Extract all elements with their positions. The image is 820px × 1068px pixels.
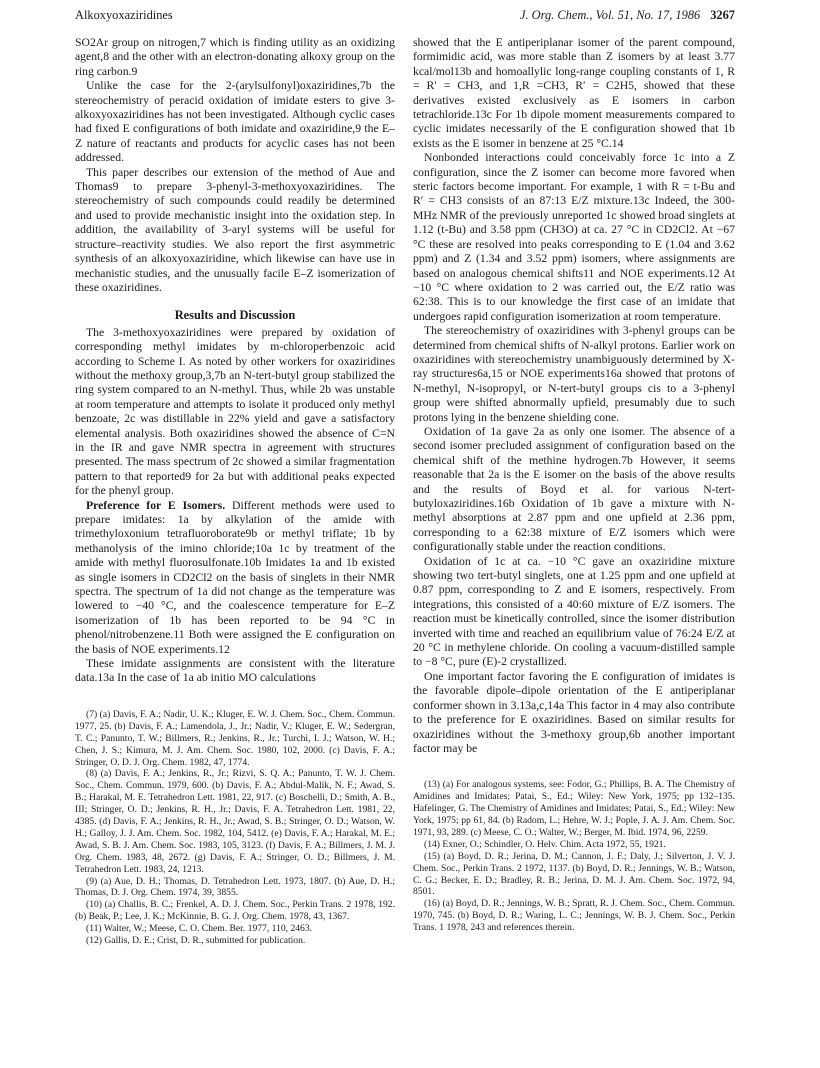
footnote: (15) (a) Boyd, D. R.; Jerina, D. M.; Cannon, J. F.; Daly, J.; Silverton, J. V. J. Chem. Soc., Perkin Trans. 2 1972, 1137. (b) Boyd, D. R.; Jennings, W. B.; Watson, C. G.; Becker, E. D.; Bradley, R. B.; Jerina, D. M. J. Am. Chem. Soc. 1972, 94, 8501. [413,850,735,898]
body-paragraph: showed that the E antiperiplanar isomer of the parent compound, formimidic acid, was more stable than Z isomers by at least 3.77 kcal/mol13b and homoallylic long-range coupling constants of 1, R = R′ = CH3, and 1,R =CH3, R′ = C2H5, showed that these derivatives existed exclusively as E isomers in carbon tetrachloride.13c For 1b dipole moment measurements compared to cyclic imidates necessarily of the E configuration showed that 1b exists as the E isomer in benzene at 25 °C.14 [413,36,735,150]
body-paragraph: One important factor favoring the E configuration of imidates is the favorable dipole–dipole orientation of the E antiperiplanar conformer shown in 3.13a,c,14a This factor in 4 may also contribute to the preference for E oxaziridines. Based on similar results for oxaziridines without the 3-methoxy group,6b another important factor may be [413,669,735,755]
page-number: 3267 [710,8,735,22]
journal-citation-line [520,7,735,23]
right-footnotes [413,779,735,934]
body-paragraph: The 3-methoxyoxaziridines were prepared by oxidation of corresponding methyl imidates by m-chloroperbenzoic acid according to Scheme I. As noted by other workers for oxaziridines without the methoxy group,3,7b an N-tert-butyl group stabilized the ring system compared to an N-methyl. Thus, while 2b was unstable at room temperature and attempts to isolate it produced only methyl benzoate, 2c was distillable in 22% yield and gave a satisfactory elemental analysis. Both oxaziridines showed the absence of C=N in the IR and gave NMR spectra in agreement with structures presented. The mass spectrum of 2c showed a similar fragmentation pattern to that reported9 for 2a but with additional peaks expected for the phenyl group. [75,325,395,498]
run-in-heading: Preference for E Isomers. [86,498,226,512]
footnote: (9) (a) Aue, D. H.; Thomas, D. Tetrahedron Lett. 1973, 1807. (b) Aue, D. H.; Thomas, D. J. Org. Chem. 1974, 39, 3855. [75,875,395,899]
body-paragraph: Oxidation of 1c at ca. −10 °C gave an oxaziridine mixture showing two tert-butyl singlets, one at 1.25 ppm and one upfield at 0.87 ppm, corresponding to Z and E isomers, respectively. From integrations, this consisted of a 40:60 mixture of E/Z isomers. The reaction must be kinetically controlled, since the isomer distribution inverted with time and reached an equilibrium value of 76:24 E/Z at 20 °C in methylene chloride. On cooling a vacuum-distilled sample to −8 °C, pure (E)-2 crystallized. [413,554,735,669]
footnote: (11) Walter, W.; Meese, C. O. Chem. Ber. 1977, 110, 2463. [86,923,313,935]
body-paragraph: SO2Ar group on nitrogen,7 which is finding utility as an oxidizing agent,8 and the other with an electron-donating alkoxy group on the ring carbon.9 [75,36,395,78]
footnote: (10) (a) Challis, B. C.; Frenkel, A. D. J. Chem. Soc., Perkin Trans. 2 1978, 192. (b) Beak, P.; Lee, J. K.; McKinnie, B. G. J. Org. Chem. 1978, 43, 1367. [75,899,395,923]
running-head [75,7,735,23]
footnote: (8) (a) Davis, F. A.; Jenkins, R., Jr.; Rizvi, S. Q. A.; Panunto, T. W. J. Chem. Soc., Chem. Commun. 1979, 600. (b) Davis, F. A.; Abdul-Malik, N. F.; Awad, S. B.; Harakal, M. E. Tetrahedron Lett. 1981, 22, 917. (c) Boschelli, D.; Smith, A. B., III; Stringer, O. D.; Jenkins, R. H., Jr.; Davis, F. A. Tetrahedron Lett. 1981, 22, 4385. (d) Davis, F. A.; Jenkins, R. H., Jr.; Awad, S. B.; Stringer, O. D.; Watson, W. H.; Galloy, J. J. Am. Chem. Soc. 1982, 104, 5412. (e) Davis, F. A.; Harakal, M. E.; Awad, S. B. J. Am. Chem. Soc. 1983, 105, 3123. (f) Davis, F. A.; Billmers, J. M. J. Org. Chem. 1983, 48, 2672. (g) Davis, F. A.; Stringer, O. D.; Billmers, J. M. Tetrahedron Lett. 1983, 24, 1213. [75,768,395,875]
body-paragraph: These imidate assignments are consistent with the literature data.13a In the case of 1a ab initio MO calculations [75,657,395,685]
left-column-body [75,36,395,686]
journal-name: J. Org. Chem., Vol. 51, No. 17, 1986 [519,8,701,22]
left-footnotes [75,709,395,947]
footnote: (7) (a) Davis, F. A.; Nadir, U. K.; Kluger, E. W. J. Chem. Soc., Chem. Commun. 1977, 25. (b) Davis, F. A.; Lamendola, J., Jr.; Nadir, V.; Kluger, E. W.; Sedergran, T. C.; Panunto, T. W.; Billmers, R.; Jenkins, R., Jr.; Turchi, I. J.; Watson, W. H.; Chen, J. S.; Kimura, M. J. Am. Chem. Soc. 1980, 102, 2000. (c) Davis, F. A.; Stringer, O. D. J. Org. Chem. 1982, 47, 1774. [75,708,395,768]
footnote: (13) (a) For analogous systems, see: Fodor, G.; Phillips, B. A. The Chemistry of Amidines and Imidates; Patai, S., Ed.; Wiley: New York, 1975; pp 132–135. Hafelinger, G. The Chemistry of Amidines and Imidates; Patai, S., Ed.; Wiley: New York, 1975; pp 61, 84. (b) Radom, L.; Hehre, W. J.; Pople, J. A. J. Am. Chem. Soc. 1971, 93, 289. (c) Meese, C. O.; Walter, W.; Berger, M. Ibid. 1974, 96, 2259. [413,779,735,838]
body-paragraph: The stereochemistry of oxaziridines with 3-phenyl groups can be determined from chemical shifts of N-alkyl protons. Earlier work on oxaziridines with stereochemistry unambiguously determined by X-ray structures6a,15 or NOE experiments16a showed that protons of N-methyl, N-isopropyl, or N-tert-butyl groups cis to a 3-phenyl group were shifted abnormally upfield, presumably due to such protons lying in the benzene shielding cone. [413,324,735,424]
right-column-body [413,36,735,756]
run-in-paragraph-text: Different methods were used to prepare imidates: 1a by alkylation of the amide with trimethyloxonium tetrafluoroborate9b or methyl triflate; 1b by methanolysis of the imino chloride;10a 1c by treatment of the amide with methyl fluorosulfonate.10b Imidates 1a and 1b existed as single isomers in CD2Cl2 on the basis of singlets in their NMR spectra. The spectrum of 1a did not change as the temperature was lowered to −40 °C, and the coalescence temperature for E–Z isomerization of 1b has been reported to be 94 °C in phenol/nitrobenzene.11 Both were assigned the E configuration on the basis of NOE experiments.12 [75,498,396,656]
body-paragraph: Nonbonded interactions could conceivably force 1c into a Z configuration, since the Z isomer can become more favored when steric factors become important. For example, 1 with R = t-Bu and R′ = CH3 consists of an 87:13 E/Z mixture.13c Indeed, the 300-MHz NMR of the previously unreported 1c showed broad singlets at 1.12 (t-Bu) and 3.58 ppm (CH3O) at ca. 27 °C in CD2Cl2. At −67 °C these are resolved into peaks corresponding to E (1.04 and 3.62 ppm) and Z (1.34 and 3.52 ppm) isomers, where assignments are based on analogous chemical shifts11 and NOE experiments.12 At −10 °C where oxidation to 2 was carried out, the E/Z ratio was 62:38. This is to our knowledge the first case of an imidate that undergoes rapid configuration isomerization at room temperature. [413,151,735,323]
running-title: Alkoxyoxaziridines [75,8,173,22]
body-paragraph: This paper describes our extension of the method of Aue and Thomas9 to prepare 3-phenyl-3-methoxyoxaziridines. The stereochemistry of such compounds could readily be determined and used to provide mechanistic insight into the oxidation step. In addition, the availability of 3-aryl systems will be useful for structure–reactivity studies. We also report the first asymmetric synthesis of an alkoxyoxaziridine, which likewise can have use in mechanistic studies, and the unusually facile E–Z isomerization of these oxaziridines. [75,165,395,294]
body-paragraph: Oxidation of 1a gave 2a as only one isomer. The absence of a second isomer precluded assignment of configuration based on the chemical shift of the methine hydrogen.7b However, it seems reasonable that 2a is the E isomer on the basis of the above results and the results of Boyd et al. for various N-tert-butyloxaziridines.16b Oxidation of 1b gave a mixture with N-methyl absorptions at 2.87 ppm and one upfield at 2.36 ppm, corresponding to a 62:38 mixture of E/Z isomers which were configurationally stable under the reaction conditions. [413,424,735,554]
section-heading: Results and Discussion [174,308,296,323]
footnote: (12) Gallis, D. E.; Crist, D. R., submitted for publication. [86,935,306,947]
body-paragraph-with-run-in-heading [75,499,395,657]
footnote: (16) (a) Boyd, D. R.; Jennings, W. B.; Spratt, R. J. Chem. Soc., Chem. Commun. 1970, 745. (b) Boyd, D. R.; Waring, L. C.; Jennings, W. B. J. Chem. Soc., Perkin Trans. 1 1978, 243 and references therein. [413,898,735,934]
body-paragraph: Unlike the case for the 2-(arylsulfonyl)oxaziridines,7b the stereochemistry of peracid oxidation of imidate esters to give 3-alkoxyoxaziridines has not been investigated. Although cyclic cases had fixed E configurations of both imidate and oxaziridine,9 the E–Z nature of reactants and products for acyclic cases has not been addressed. [75,79,395,165]
footnote: (14) Exner, O.; Schindler, O. Helv. Chim. Acta 1972, 55, 1921. [424,838,666,850]
left-column [75,36,395,947]
right-column [413,36,735,934]
